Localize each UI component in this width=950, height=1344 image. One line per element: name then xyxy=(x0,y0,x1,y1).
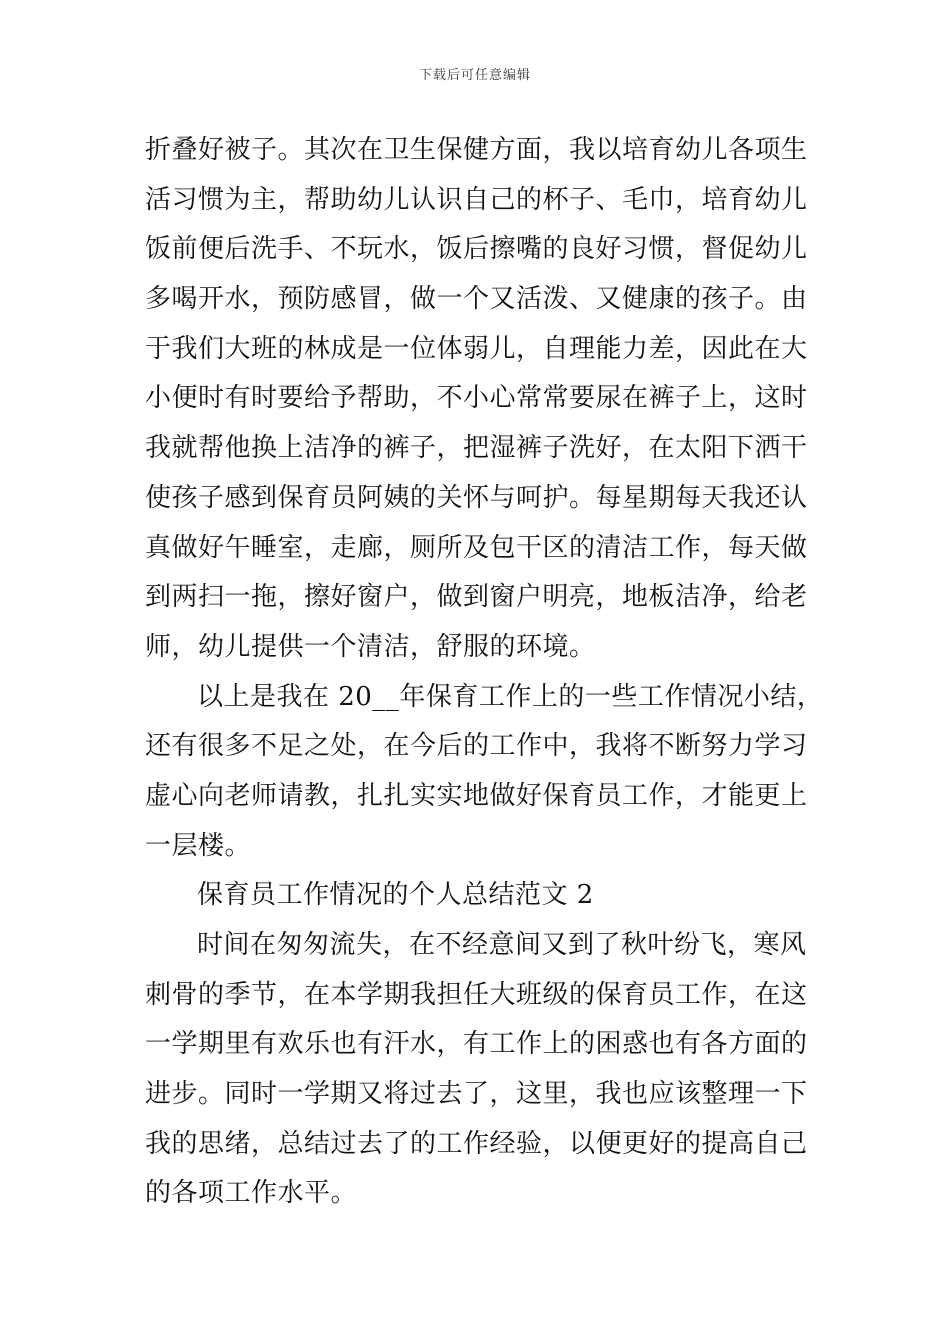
text-line: 活习惯为主，帮助幼儿认识自己的杯子、毛巾，培育幼儿 xyxy=(145,184,808,215)
text-line: 小便时有时要给予帮助，不小心常常要尿在裤子上，这时 xyxy=(145,383,808,414)
text-line: 的各项工作水平。 xyxy=(145,1178,358,1209)
text-line: 到两扫一拖，擦好窗户，做到窗户明亮，地板洁净，给老 xyxy=(145,582,808,613)
text-line: 进步。同时一学期又将过去了，这里，我也应该整理一下 xyxy=(145,1079,808,1110)
text-line: 于我们大班的林成是一位体弱儿，自理能力差，因此在大 xyxy=(145,333,808,364)
text-line: 一层楼。 xyxy=(145,830,252,861)
text-line: 饭前便后洗手、不玩水，饭后擦嘴的良好习惯，督促幼儿 xyxy=(145,234,808,265)
text-line: 折叠好被子。其次在卫生保健方面，我以培育幼儿各项生 xyxy=(145,135,808,165)
text-line: 我就帮他换上洁净的裤子，把湿裤子洗好，在太阳下洒干 xyxy=(145,433,808,464)
text-line: 使孩子感到保育员阿姨的关怀与呵护。每星期每天我还认 xyxy=(145,482,808,513)
section-heading: 保育员工作情况的个人总结范文 2 xyxy=(197,880,594,911)
page-header: 下载后可任意编辑 xyxy=(418,68,531,83)
paragraph-start-line: 时间在匆匆流失，在不经意间又到了秋叶纷飞，寒风 xyxy=(197,930,807,960)
paragraph-start-line: 以上是我在 20__年保育工作上的一些工作情况小结， xyxy=(197,681,824,712)
text-line: 刺骨的季节，在本学期我担任大班级的保育员工作，在这 xyxy=(145,979,808,1010)
text-line: 虚心向老师请教，扎扎实实地做好保育员工作，才能更上 xyxy=(145,780,808,811)
text-line: 多喝开水，预防感冒，做一个又活泼、又健康的孩子。由 xyxy=(145,284,808,315)
text-line: 师，幼儿提供一个清洁，舒服的环境。 xyxy=(145,631,596,662)
text-line: 真做好午睡室，走廊，厕所及包干区的清洁工作，每天做 xyxy=(145,532,808,563)
text-line: 我的思绪，总结过去了的工作经验，以便更好的提高自己 xyxy=(145,1128,808,1159)
document-body xyxy=(145,126,824,1219)
text-line: 一学期里有欢乐也有汗水，有工作上的困惑也有各方面的 xyxy=(145,1029,808,1060)
text-line: 还有很多不足之处，在今后的工作中，我将不断努力学习 xyxy=(145,731,808,762)
